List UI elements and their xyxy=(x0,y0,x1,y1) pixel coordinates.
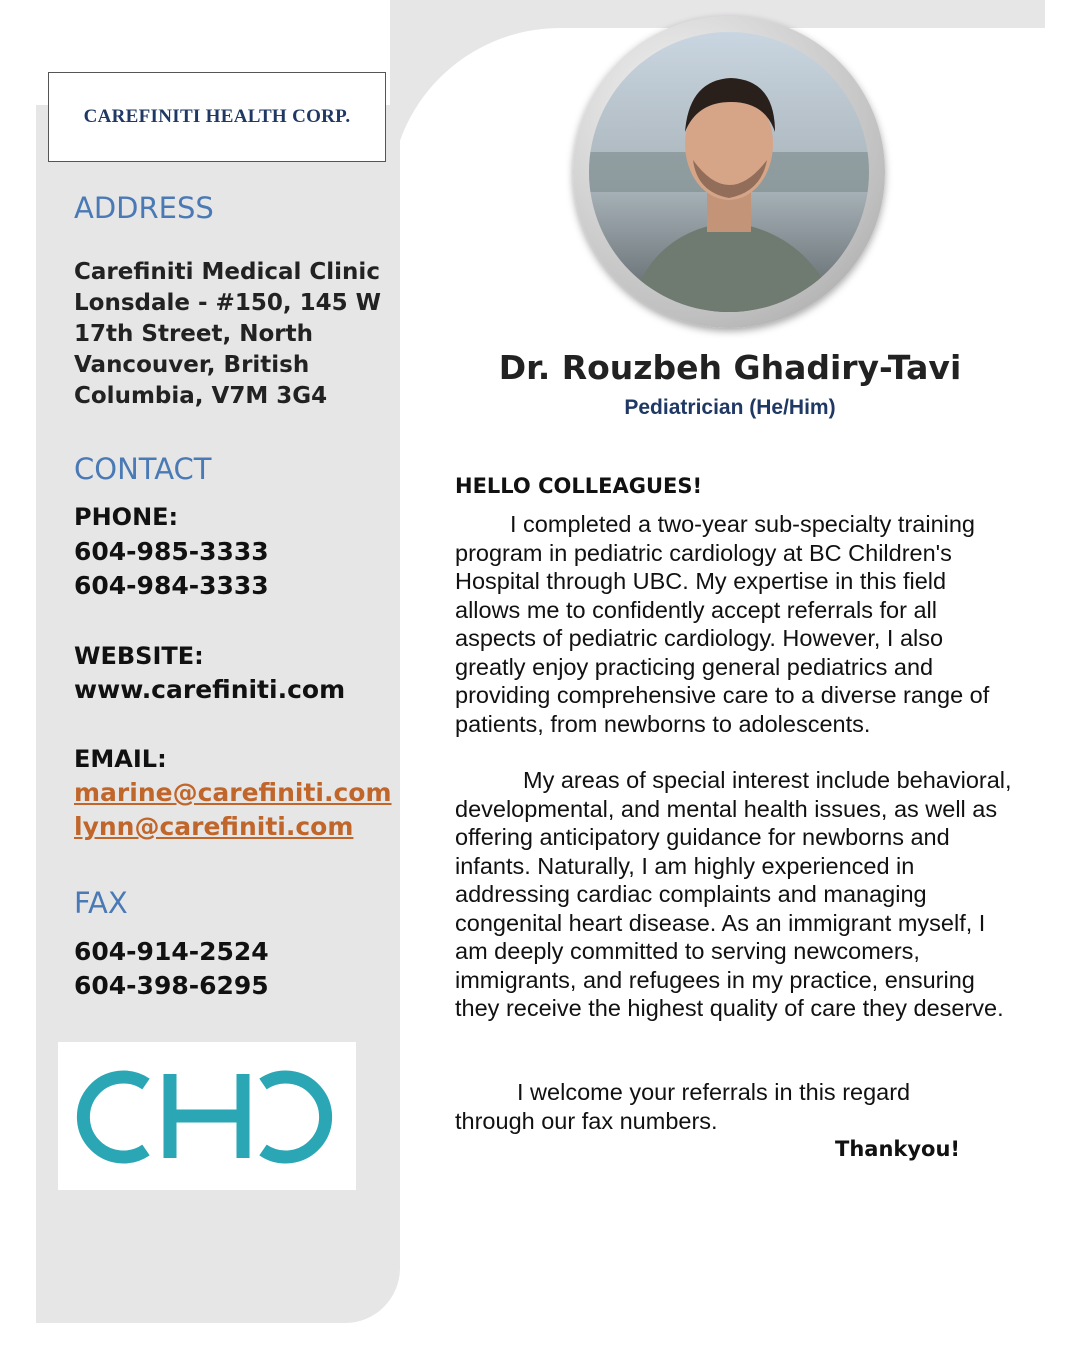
letter-greeting: HELLO COLLEAGUES! xyxy=(455,474,703,498)
chc-logo-icon xyxy=(58,1042,356,1190)
fax-heading: FAX xyxy=(74,886,128,920)
phone-number: 604-984-3333 xyxy=(74,571,269,600)
contact-heading: CONTACT xyxy=(74,452,212,486)
email-link[interactable]: lynn@carefiniti.com xyxy=(74,812,354,841)
clinic-logo xyxy=(58,1042,356,1190)
paragraph-text: I completed a two-year sub-specialty training program in pediatric cardiology at BC Children's Hospital through UBC. My expertise in this field allows me to confidently accept referrals for all aspects of pediatric cardiology. However, I also greatly enjoy practicing general pediatrics and providing comprehensive care to a diverse range of patients, from newborns to adolescents. xyxy=(455,511,990,737)
letter-paragraph xyxy=(455,766,1015,1023)
email-list xyxy=(74,776,392,844)
fax-list xyxy=(74,935,269,1003)
phone-list xyxy=(74,535,269,603)
letter-signoff: Thankyou! xyxy=(835,1137,961,1161)
email-link[interactable]: marine@carefiniti.com xyxy=(74,778,392,807)
letter-paragraph xyxy=(455,510,1015,738)
paragraph-text: My areas of special interest include behavioral, developmental, and mental health issues, as well as offering anticipatory guidance for newborns and infants. Naturally, I am highly experienced in addressing cardiac complaints and managing congenital heart disease. As an immigrant myself, I am deeply committed to serving newcomers, immigrants, and refugees in my practice, ensuring they receive the highest quality of care they deserve. xyxy=(455,767,1012,1021)
address-text: Carefiniti Medical Clinic Lonsdale - #150, 145 W 17th Street, North Vancouver, British Columbia, V7M 3G4 xyxy=(74,259,381,409)
company-header-box xyxy=(48,72,386,162)
doctor-title: Pediatrician (He/Him) xyxy=(624,396,836,419)
phone-label: PHONE: xyxy=(74,503,179,531)
website-value[interactable]: www.carefiniti.com xyxy=(74,675,346,704)
letter-paragraph xyxy=(455,1078,955,1135)
address-heading: ADDRESS xyxy=(74,191,214,225)
fax-number: 604-398-6295 xyxy=(74,971,269,1000)
company-name: CAREFINITI HEALTH CORP. xyxy=(83,106,351,127)
paragraph-text: I welcome your referrals in this regard through our fax numbers. xyxy=(455,1079,911,1134)
doctor-name: Dr. Rouzbeh Ghadiry-Tavi xyxy=(498,348,962,387)
doctor-portrait-icon xyxy=(589,32,869,312)
email-label: EMAIL: xyxy=(74,745,167,773)
phone-number: 604-985-3333 xyxy=(74,537,269,566)
profile-photo xyxy=(589,32,869,312)
website-label: WEBSITE: xyxy=(74,642,204,670)
fax-number: 604-914-2524 xyxy=(74,937,269,966)
